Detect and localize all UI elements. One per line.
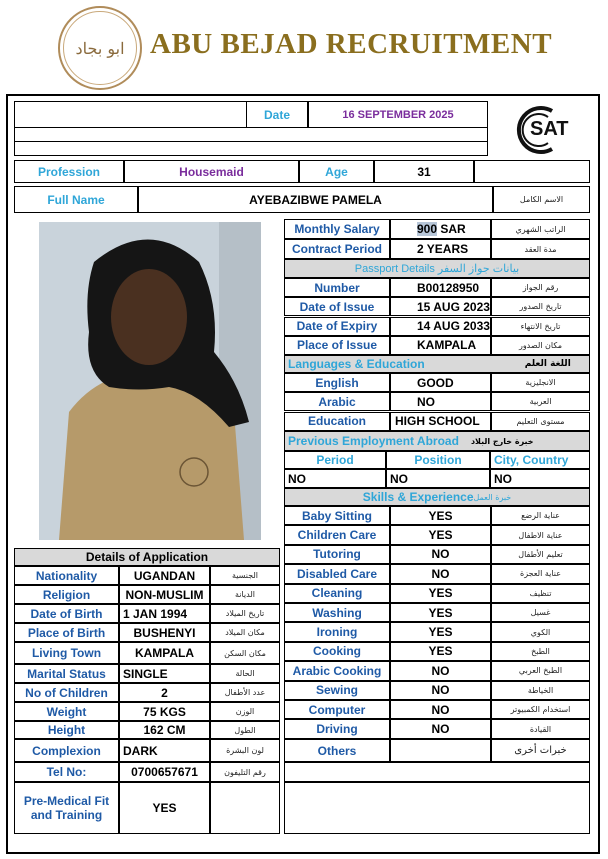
employment-position: NO [386, 469, 490, 488]
skill-row-value: YES [390, 603, 491, 622]
employment-header-text: Previous Employment Abroad [288, 434, 459, 448]
skill-row-value: NO [390, 681, 491, 700]
skill-row-ar: الكوي [491, 622, 590, 641]
application-row-label: No of Children [14, 683, 119, 702]
blank-right-1 [284, 762, 590, 782]
skill-row-value: NO [390, 545, 491, 564]
application-row-label: Height [14, 721, 119, 739]
monthly-salary-value-cell [390, 219, 491, 239]
skill-row-label: Children Care [284, 525, 390, 544]
application-row-value: 2 [119, 683, 210, 702]
profession-value: Housemaid [124, 160, 299, 183]
skill-row-value: YES [390, 525, 491, 544]
language-row-label: Education [284, 412, 390, 431]
application-row-label: Marital Status [14, 664, 119, 683]
skill-row-label: Disabled Care [284, 564, 390, 583]
language-row-label: Arabic [284, 392, 390, 411]
language-row-ar: الانجليزية [491, 373, 590, 392]
application-header: Details of Application [14, 548, 280, 566]
fullname-label: Full Name [14, 186, 138, 213]
profession-label: Profession [14, 160, 124, 183]
application-row-label: Nationality [14, 566, 119, 585]
age-label: Age [299, 160, 374, 183]
blank-row-3 [14, 142, 488, 156]
employment-col-period: Period [284, 451, 386, 469]
person-photo-icon [39, 222, 261, 540]
monthly-salary-currency: SAR [440, 222, 466, 236]
skill-row-ar: الطبخ العربي [491, 661, 590, 680]
skill-row-label: Sewing [284, 681, 390, 700]
contract-ar: مدة العقد [491, 239, 590, 259]
employment-city: NO [490, 469, 590, 488]
languages-header-text: Languages & Education [288, 357, 425, 371]
skill-row-ar: القيادة [491, 719, 590, 738]
passport-row-ar: مكان الصدور [491, 336, 590, 355]
passport-row-value: B00128950 [390, 278, 491, 297]
others-ar: خبرات أخرى [491, 739, 590, 762]
skill-row-ar: الطبخ [491, 642, 590, 661]
passport-row-label: Number [284, 278, 390, 297]
application-row-value: UGANDAN [119, 566, 210, 585]
language-row-label: English [284, 373, 390, 392]
skill-row-label: Driving [284, 719, 390, 738]
language-row-value: GOOD [390, 373, 491, 392]
application-row-label: Tel No: [14, 762, 119, 782]
fullname-value: AYEBAZIBWE PAMELA [138, 186, 493, 213]
passport-row-label: Place of Issue [284, 336, 390, 355]
application-row-ar: الطول [210, 721, 280, 739]
application-row-ar: مكان الميلاد [210, 623, 280, 642]
company-name: ABU BEJAD RECRUITMENT [150, 28, 553, 60]
skill-row-value: YES [390, 584, 491, 603]
skill-row-ar: عناية الاطفال [491, 525, 590, 544]
skill-row-value: NO [390, 564, 491, 583]
application-row-ar: عدد الأطفال [210, 683, 280, 702]
skill-row-ar: غسيل [491, 603, 590, 622]
application-row-ar: الديانة [210, 585, 280, 604]
skill-row-value: NO [390, 700, 491, 719]
application-row-label: Weight [14, 702, 119, 721]
application-row-value: DARK [119, 739, 210, 762]
skill-row-value: YES [390, 622, 491, 641]
passport-row-ar: رقم الجواز [491, 278, 590, 297]
application-row-ar: الحالة [210, 664, 280, 683]
passport-row-label: Date of Expiry [284, 317, 390, 336]
language-row-value: NO [390, 392, 491, 411]
passport-row-label: Date of Issue [284, 297, 390, 316]
others-label: Others [284, 739, 390, 762]
employment-header-ar: خبرة خارج البلاد [470, 436, 534, 446]
skill-row-value: YES [390, 642, 491, 661]
skill-row-label: Washing [284, 603, 390, 622]
date-label: Date [246, 101, 308, 128]
application-row-value: KAMPALA [119, 642, 210, 664]
application-row-label: Religion [14, 585, 119, 604]
passport-row-value: 15 AUG 2023 [390, 297, 491, 316]
employment-period: NO [284, 469, 386, 488]
sat-logo-text: SAT [530, 118, 569, 140]
fullname-ar: الاسم الكامل [493, 186, 590, 213]
contract-value: 2 YEARS [390, 239, 491, 259]
application-row-value: 75 KGS [119, 702, 210, 721]
applicant-photo [39, 222, 261, 540]
sat-logo [500, 103, 580, 157]
skills-header-text: Skills & Experience [362, 490, 474, 504]
application-row-label: Place of Birth [14, 623, 119, 642]
application-row-ar: الجنسية [210, 566, 280, 585]
skill-row-value: YES [390, 506, 491, 525]
skill-row-value: NO [390, 661, 491, 680]
application-row-value: BUSHENYI [119, 623, 210, 642]
application-row-value: 1 JAN 1994 [119, 604, 210, 623]
logo-mark: ابو بجاد [75, 38, 125, 58]
skill-row-label: Tutoring [284, 545, 390, 564]
application-row-ar: تاريخ الميلاد [210, 604, 280, 623]
skill-row-label: Baby Sitting [284, 506, 390, 525]
application-row-label: Date of Birth [14, 604, 119, 623]
skill-row-ar: تعليم الأطفال [491, 545, 590, 564]
language-row-value: HIGH SCHOOL [390, 412, 491, 431]
language-row-ar: العربية [491, 392, 590, 411]
blank-row-2 [14, 128, 488, 142]
skill-row-label: Computer [284, 700, 390, 719]
application-row-ar: لون البشرة [210, 739, 280, 762]
others-value [390, 739, 491, 762]
monthly-salary-label: Monthly Salary [284, 219, 390, 239]
top-blank-row [14, 101, 246, 128]
application-row-value: NON-MUSLIM [119, 585, 210, 604]
skills-header-ar: خبرة العمل [473, 492, 512, 502]
passport-row-value: 14 AUG 2033 [390, 317, 491, 336]
skill-row-ar: استخدام الكمبيوتر [491, 700, 590, 719]
skill-row-value: NO [390, 719, 491, 738]
application-row-label: Living Town [14, 642, 119, 664]
age-blank [474, 160, 590, 183]
skills-header [284, 488, 590, 506]
blank-right-2 [284, 782, 590, 834]
employment-header [284, 431, 590, 451]
skill-row-ar: عناية الرضع [491, 506, 590, 525]
employment-col-city: City, Country [490, 451, 590, 469]
employment-col-position: Position [386, 451, 490, 469]
languages-header-ar: اللغة العلم [524, 359, 571, 369]
premedical-value: YES [119, 782, 210, 834]
language-row-ar: مستوى التعليم [491, 412, 590, 431]
application-row-value: 162 CM [119, 721, 210, 739]
application-row-ar: الوزن [210, 702, 280, 721]
application-row-value: 0700657671 [119, 762, 210, 782]
age-value: 31 [374, 160, 474, 183]
passport-header: Passport Details بيانات جواز السفر [284, 259, 590, 278]
company-logo [58, 6, 142, 90]
passport-row-value: KAMPALA [390, 336, 491, 355]
skill-row-ar: تنظيف [491, 584, 590, 603]
passport-row-ar: تاريخ الانتهاء [491, 317, 590, 336]
application-row-ar: رقم التليفون [210, 762, 280, 782]
contract-label: Contract Period [284, 239, 390, 259]
skill-row-label: Cooking [284, 642, 390, 661]
skill-row-label: Arabic Cooking [284, 661, 390, 680]
skill-row-ar: عناية العجزة [491, 564, 590, 583]
premedical-blank [210, 782, 280, 834]
monthly-salary-ar: الراتب الشهري [491, 219, 590, 239]
application-row-value: SINGLE [119, 664, 210, 683]
skill-row-label: Cleaning [284, 584, 390, 603]
passport-row-ar: تاريخ الصدور [491, 297, 590, 316]
application-row-label: Complexion [14, 739, 119, 762]
application-row-ar: مكان السكن [210, 642, 280, 664]
skill-row-label: Ironing [284, 622, 390, 641]
languages-header [284, 355, 590, 373]
date-value: 16 SEPTEMBER 2025 [308, 101, 488, 128]
monthly-salary-value: 900 [417, 222, 438, 236]
skill-row-ar: الخياطة [491, 681, 590, 700]
premedical-label: Pre-Medical Fit and Training [14, 782, 119, 834]
